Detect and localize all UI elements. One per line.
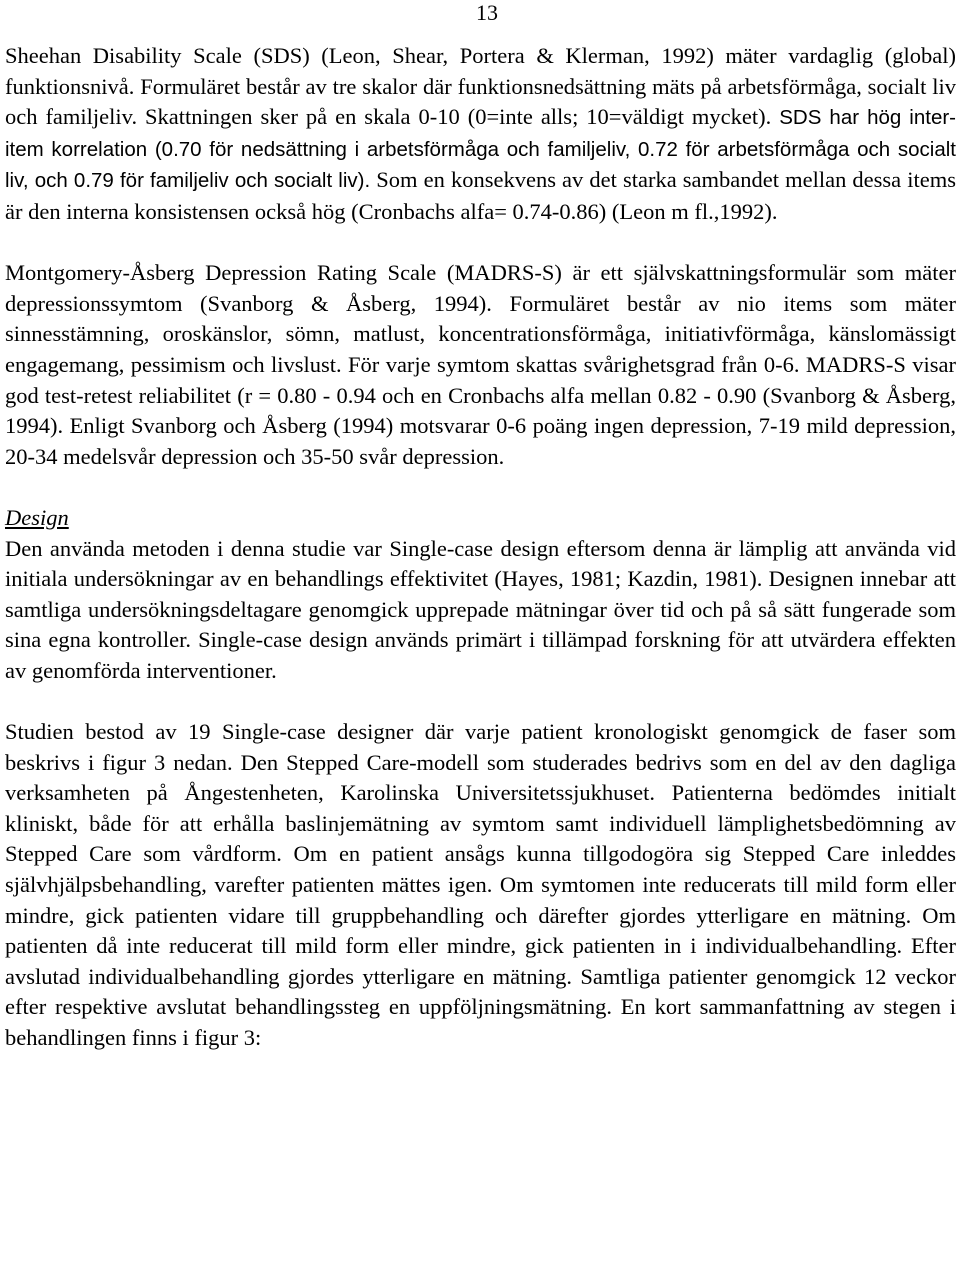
document-body [5,41,956,1054]
sds-text-part3: Som en konsekvens av det starka sambandet mellan dessa items är den interna konsistensen också hög (Cronbachs alfa= 0.74-0.86) (Leon m fl.,1992). [5,167,956,224]
paragraph-design: Den använda metoden i denna studie var Single-case design eftersom denna är lämplig att använda vid initiala undersökningar av en behandlings effektivitet (Hayes, 1981; Kazdin, 1981). Designen innebar att samtliga undersökningsdeltagare genomgick upprepade mätningar över tid och på så sätt fungerade som sina egna kontroller. Single-case design används primärt i tillämpad forskning för att utvärdera effekten av genomförda interventioner. [5,535,956,683]
sds-text-part1: Sheehan Disability Scale (SDS) (Leon, Shear, Portera & Klerman, 1992) mäter vardaglig (global) funktionsnivå. Formuläret består av tre skalor där funktionsnedsättning mäts på arbetsförmåga, socialt liv och familjeliv. Skattningen sker på en skala 0-10 (0=inte alls; 10=väldigt mycket). [5,43,956,130]
paragraph-spacer [5,228,956,259]
paragraph-study: Studien bestod av 19 Single-case designer där varje patient kronologiskt genomgick de faser som beskrivs i figur 3 nedan. Den Stepped Care-modell som studerades bedrivs som en del av den dagliga verksamheten på Ångestenheten, Karolinska Universitetssjukhuset. Patienterna bedömdes initialt kliniskt, både för att erhålla baslinjemätning av symtom samt individuell lämplighetsbedömning av Stepped Care som vårdform. Om en patient ansågs kunna tillgodogöra sig Stepped Care inleddes självhjälpsbehandling, varefter patienten mättes igen. Om symtomen inte reducerats till mild form eller mindre, gick patienten vidare till gruppbehandling och därefter gjordes ytterligare en mätning. Om patienten då inte reducerat till mild form eller mindre, gick patienten in i individualbehandling. Efter avslutad individualbehandling gjordes ytterligare en mätning. Samtliga patienter genomgick 12 veckor efter respektive avslutat behandlingssteg en uppföljningsmätning. En kort sammanfattning av stegen i behandlingen finns i figur 3: [5,719,956,1050]
paragraph-sds [5,41,956,228]
paragraph-madrs: Montgomery-Åsberg Depression Rating Scale (MADRS-S) är ett självskattningsformulär som mäter depressionssymtom (Svanborg & Åsberg, 1994). Formuläret består av nio items som mäter sinnesstämning, oroskänslor, sömn, matlust, koncentrationsförmåga, initiativförmåga, känslomässigt engagemang, pessimism och livslust. För varje symtom skattas svårighetsgrad från 0-6. MADRS-S visar god test-retest reliabilitet (r = 0.80 - 0.94 och en Cronbachs alfa mellan 0.82 - 0.90 (Svanborg & Åsberg, 1994). Enligt Svanborg och Åsberg (1994) motsvarar 0-6 poäng ingen depression, 7-19 mild depression, 20-34 medelsvår depression och 35-50 svår depression. [5,260,956,469]
page-number: 13 [476,0,498,25]
section-heading-design: Design [5,504,69,530]
paragraph-spacer [5,686,956,717]
paragraph-spacer [5,472,956,503]
sds-text-part2: SDS har hög inter-item korrelation (0.70 för nedsättning i arbetsförmåga och familjeliv, 0.72 för arbetsförmåga och socialt liv, och 0.79 för familjeliv och socialt liv). [5,106,957,193]
